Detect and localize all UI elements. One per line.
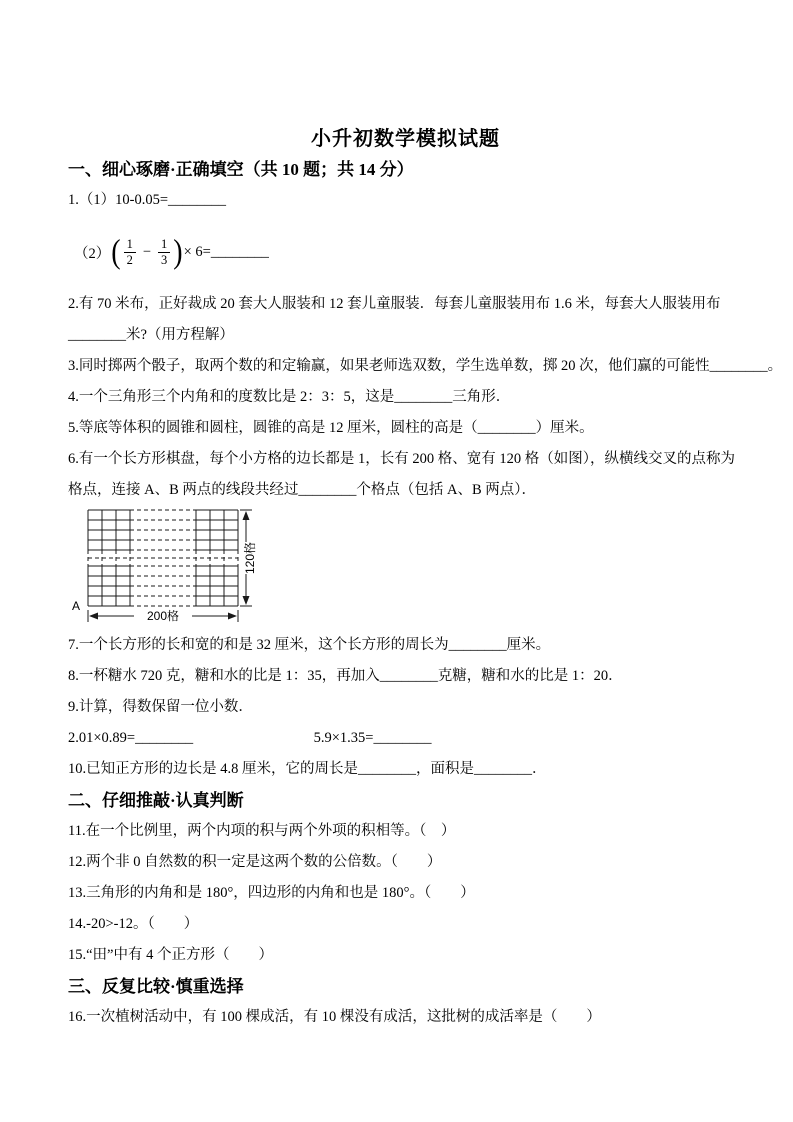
question-13: 13.三角形的内角和是 180°，四边形的内角和也是 180°。（ ） xyxy=(68,885,475,901)
figure-height-label: 120格 xyxy=(243,541,257,575)
open-paren: ( xyxy=(111,233,121,271)
question-9-calculations xyxy=(68,723,743,754)
question-14: 14.-20>-12。（ ） xyxy=(68,916,199,932)
question-9: 9.计算，得数保留一位小数． xyxy=(68,699,253,715)
fraction-one-half xyxy=(124,237,136,268)
chessboard-grid-svg xyxy=(68,506,268,630)
fraction-denominator: 3 xyxy=(161,253,168,267)
close-paren: ) xyxy=(173,233,183,271)
question-9-calc-2: 5.9×1.35=________ xyxy=(313,730,432,746)
minus-operator: − xyxy=(142,244,152,260)
question-11: 11.在一个比例里，两个内项的积与两个外项的积相等。（ ） xyxy=(68,823,456,839)
fraction-denominator: 2 xyxy=(126,253,133,267)
question-2-line-2: ________米?（用方程解） xyxy=(68,327,234,343)
fraction-one-third xyxy=(158,237,170,268)
question-4: 4.一个三角形三个内角和的度数比是 2：3：5，这是________三角形． xyxy=(68,389,511,405)
question-2-line-1: 2.有 70 米布，正好裁成 20 套大人服装和 12 套儿童服装．每套儿童服装用布 1.6 米，每套大人服装用布 xyxy=(68,296,721,312)
question-7: 7.一个长方形的长和宽的和是 32 厘米，这个长方形的周长为________厘米。 xyxy=(68,637,551,653)
question-8: 8.一杯糖水 720 克，糖和水的比是 1：35，再加入________克糖，糖和水的比是 1：20． xyxy=(68,668,623,684)
section-3-heading: 三、反复比较·慎重选择 xyxy=(68,977,244,996)
figure-width-label: 200格 xyxy=(146,609,180,623)
question-5: 5.等底等体积的圆锥和圆柱，圆锥的高是 12 厘米，圆柱的高是（________）厘米。 xyxy=(68,420,594,436)
question-6-line-1: 6.有一个长方形棋盘，每个小方格的边长都是 1，长有 200 格、宽有 120 格（如图），纵横线交叉的点称为 xyxy=(68,451,735,467)
question-12: 12.两个非 0 自然数的积一定是这两个数的公倍数。（ ） xyxy=(68,854,442,870)
page-title: 小升初数学模拟试题 xyxy=(311,128,500,150)
question-1-part-2-tail: × 6=________ xyxy=(183,244,269,260)
question-15: 15.“田”中有 4 个正方形（ ） xyxy=(68,947,273,963)
fraction-numerator: 1 xyxy=(124,237,136,253)
question-1-part-2 xyxy=(68,231,743,275)
question-6-line-2: 格点，连接 A、B 两点的线段共经过________个格点（包括 A、B 两点）． xyxy=(68,482,537,498)
question-3: 3.同时掷两个骰子，取两个数的和定输赢，如果老师选双数，学生选单数，掷 20 次，他们赢的可能性________。 xyxy=(68,358,783,374)
figure-point-a-label: A xyxy=(72,599,81,613)
question-10: 10.已知正方形的边长是 4.8 厘米，它的周长是________，面积是________． xyxy=(68,761,547,777)
question-1-part-1: 1.（1）10-0.05=________ xyxy=(68,192,227,208)
question-1-part-2-prefix: （2） xyxy=(74,246,111,262)
chessboard-figure xyxy=(68,506,743,630)
section-2-heading: 二、仔细推敲·认真判断 xyxy=(68,791,244,810)
question-16: 16.一次植树活动中，有 100 棵成活，有 10 棵没有成活，这批树的成活率是（ ） xyxy=(68,1009,601,1025)
fraction-numerator: 1 xyxy=(158,237,170,253)
question-9-calc-1: 2.01×0.89=________ xyxy=(68,730,194,746)
grid-lines xyxy=(88,510,238,606)
section-1-heading: 一、细心琢磨·正确填空（共 10 题；共 14 分） xyxy=(68,160,414,179)
